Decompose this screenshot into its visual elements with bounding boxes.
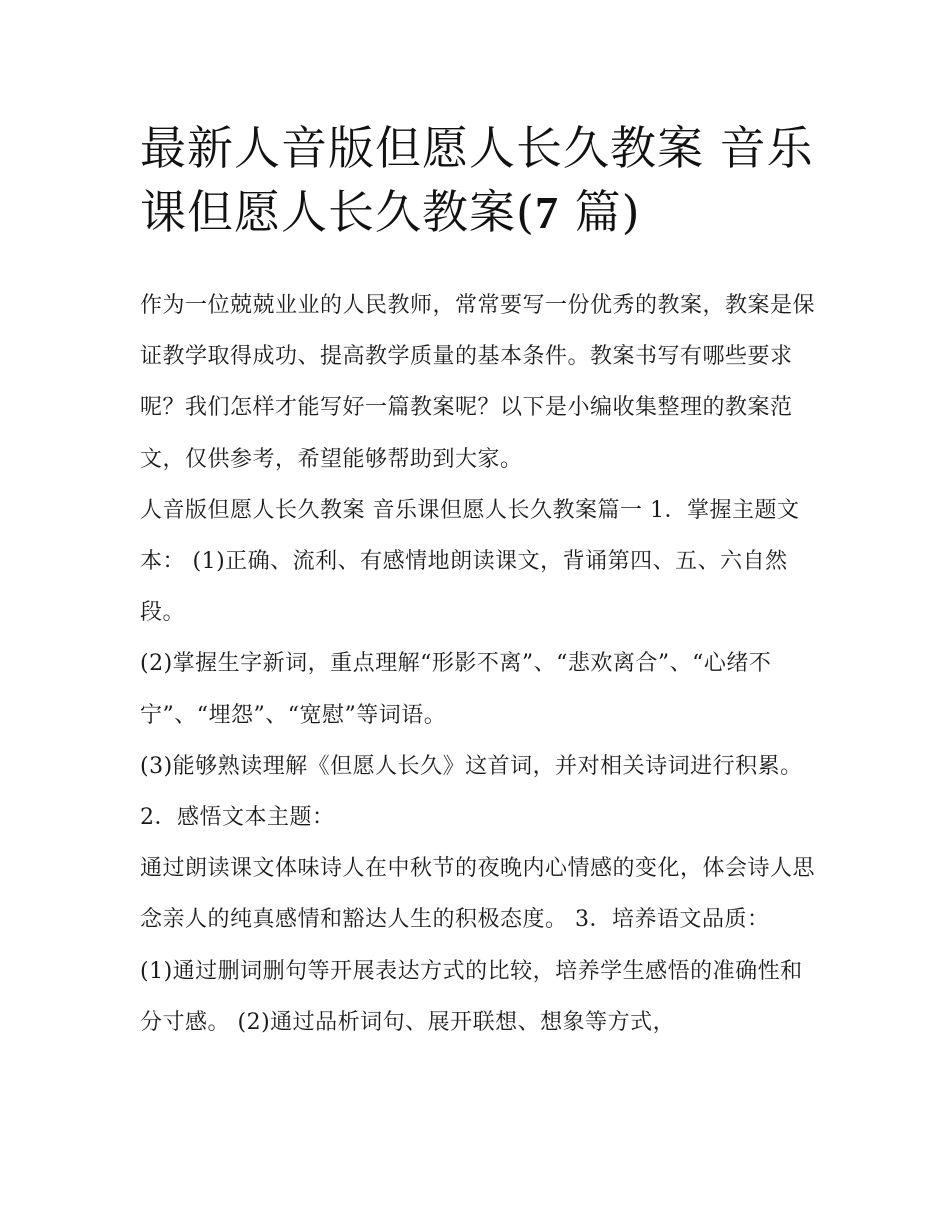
title-text: 最新人音版但愿人长久教案 音乐课但愿人长久教案( (140, 121, 814, 239)
paragraph-intro: 作为一位兢兢业业的人民教师，常常要写一份优秀的教案，教案是保证教学取得成功、提高教学质量的基本条件。教案书写有哪些要求呢？我们怎样才能写好一篇教案呢？以下是小编收集整理的教案范文，仅供参考，希望能够帮助到大家。 (140, 293, 816, 472)
document-title (140, 116, 820, 245)
document-body (140, 280, 820, 1048)
paragraph-objective-1: 人音版但愿人长久教案 音乐课但愿人长久教案篇一 1．掌握主题文本： (1)正确、流利、有感情地朗读课文，背诵第四、五、六自然段。 (140, 497, 800, 626)
paragraph-objective-3: (3)能够熟读理解《但愿人长久》这首词，并对相关诗词进行积累。 2．感悟文本主题： (140, 753, 803, 831)
paragraph-theme: 通过朗读课文体味诗人在中秋节的夜晚内心情感的变化，体会诗人思念亲人的纯真感情和豁达人生的积极态度。 3．培养语文品质： (140, 856, 816, 933)
paragraph-objective-2: (2)掌握生字新词，重点理解“形影不离”、“悲欢离合”、“心绪不宁”、“埋怨”、“宽慰”等词语。 (140, 651, 772, 728)
paragraph-quality: (1)通过删词删句等开展表达方式的比较，培养学生感悟的准确性和分寸感。 (2)通过品析词句、展开联想、想象等方式， (140, 958, 803, 1035)
title-count: 7 (534, 187, 559, 238)
title-suffix: 篇) (558, 185, 641, 239)
